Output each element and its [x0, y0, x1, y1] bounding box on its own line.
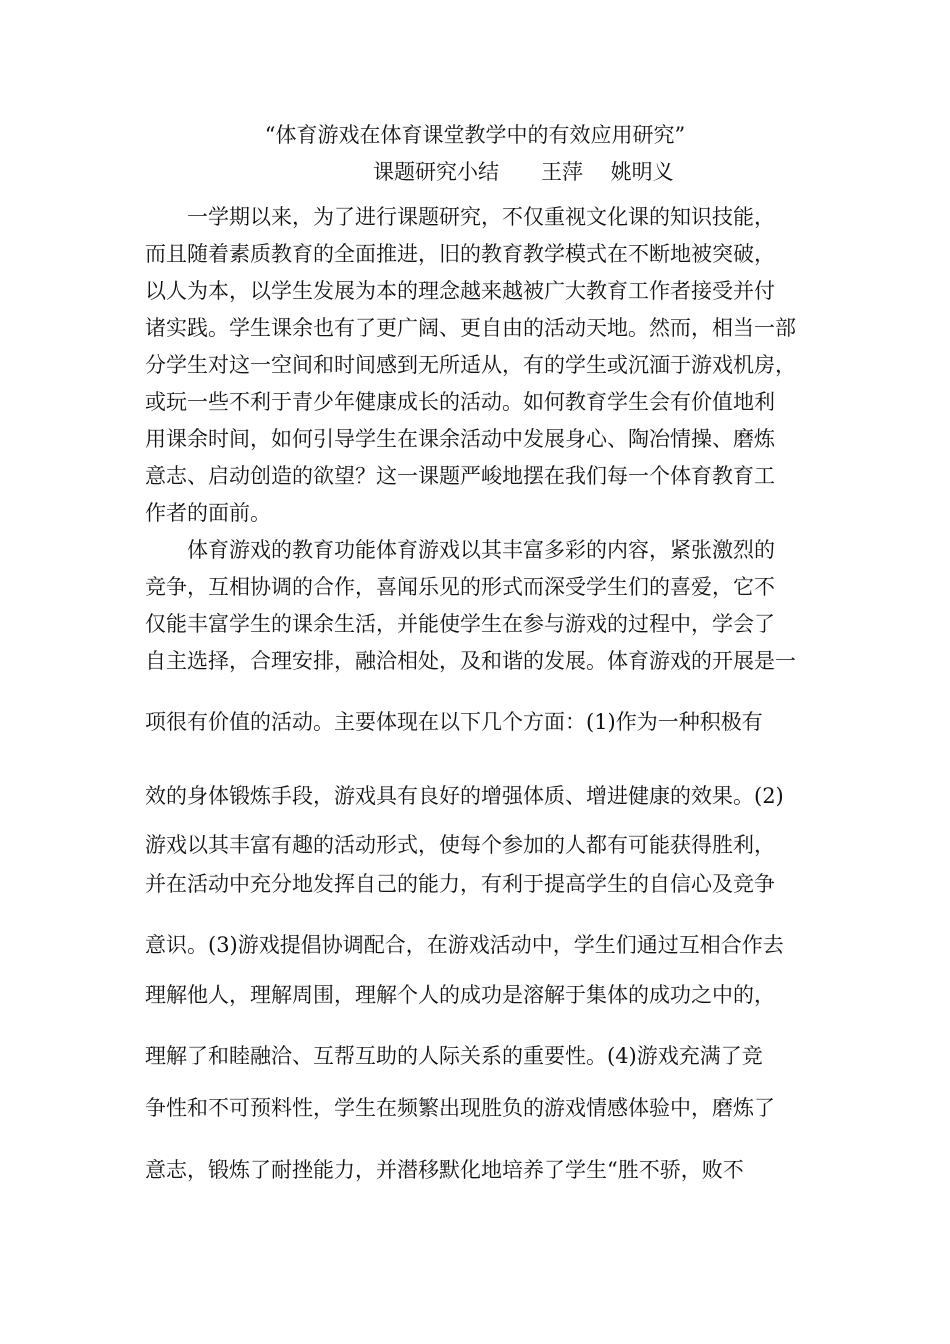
text-line: 用课余时间，如何引导学生在课余活动中发展身心、陶冶情操、磨炼 [145, 427, 775, 451]
text-line: 理解了和睦融洽、互帮互助的人际关系的重要性。(4)游戏充满了竞 [145, 1044, 763, 1068]
text-line: 自主选择，合理安排，融洽相处，及和谐的发展。体育游戏的开展是一 [145, 649, 796, 673]
text-line: 意志、启动创造的欲望？这一课题严峻地摆在我们每一个体育教育工 [145, 464, 775, 488]
text-line: 体育游戏的教育功能体育游戏以其丰富多彩的内容，紧张激烈的 [187, 538, 775, 562]
document-subtitle: 课题研究小结 王萍 姚明义 [373, 160, 674, 184]
text-line: 竞争，互相协调的合作，喜闻乐见的形式而深受学生们的喜爱，它不 [145, 575, 775, 599]
document-title: “体育游戏在体育课堂教学中的有效应用研究” [264, 123, 686, 147]
text-line: 效的身体锻炼手段，游戏具有良好的增强体质、增进健康的效果。(2) [145, 784, 784, 808]
text-line: 理解他人，理解周围，理解个人的成功是溶解于集体的成功之中的， [145, 983, 775, 1007]
text-line: 意志，锻炼了耐挫能力，并潜移默化地培养了学生“胜不骄，败不 [145, 1158, 744, 1182]
text-line: 或玩一些不利于青少年健康成长的活动。如何教育学生会有价值地利 [145, 390, 775, 414]
text-line: 而且随着素质教育的全面推进，旧的教育教学模式在不断地被突破， [145, 242, 775, 266]
text-line: 诸实践。学生课余也有了更广阔、更自由的活动天地。然而，相当一部 [145, 316, 796, 340]
text-line: 一学期以来，为了进行课题研究，不仅重视文化课的知识技能， [187, 205, 775, 229]
text-line: 意识。(3)游戏提倡协调配合，在游戏活动中，学生们通过互相合作去 [145, 933, 784, 957]
text-line: 以人为本，以学生发展为本的理念越来越被广大教育工作者接受并付 [145, 279, 775, 303]
text-line: 游戏以其丰富有趣的活动形式，使每个参加的人都有可能获得胜利， [145, 833, 775, 857]
text-line: 仅能丰富学生的课余生活，并能使学生在参与游戏的过程中，学会了 [145, 612, 775, 636]
text-line: 争性和不可预料性，学生在频繁出现胜负的游戏情感体验中，磨炼了 [145, 1096, 775, 1120]
text-line: 作者的面前。 [145, 501, 271, 525]
text-line: 并在活动中充分地发挥自己的能力，有利于提高学生的自信心及竞争 [145, 872, 775, 896]
text-line: 项很有价值的活动。主要体现在以下几个方面：(1)作为一种积极有 [145, 710, 763, 734]
text-line: 分学生对这一空间和时间感到无所适从，有的学生或沉湎于游戏机房， [145, 353, 796, 377]
